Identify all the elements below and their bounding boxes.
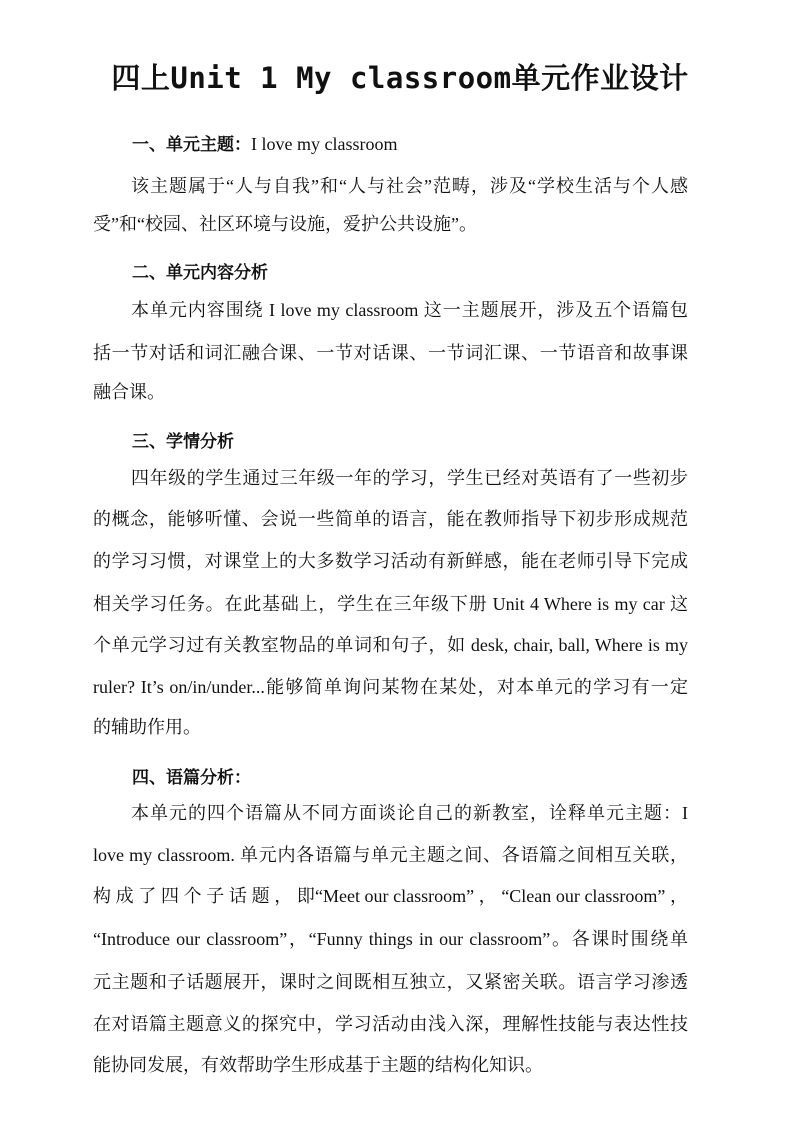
paragraph-line: 本单元的四个语篇从不同方面谈论自己的新教室，诠释单元主题：I [131,803,688,823]
paragraph-line: 个单元学习过有关教室物品的单词和句子，如 desk, chair, ball, Where is my [93,635,688,655]
paragraph-line: 在对语篇主题意义的探究中，学习活动由浅入深，理解性技能与表达性技 [93,1014,688,1034]
paragraph-line: ruler? It’s on/in/under...能够简单询问某物在某处，对本单元的学习有一定 [93,677,688,697]
paragraph-line: love my classroom. 单元内各语篇与单元主题之间、各语篇之间相互关联， [93,845,688,865]
paragraph-line: 本单元内容围绕 I love my classroom 这一主题展开，涉及五个语篇包 [131,300,688,320]
paragraph-line: 构 成 了 四 个 子 话 题 ， 即“Meet our classroom” ， “Clean our classroom” ， [93,886,688,906]
section-heading-english: I love my classroom [251,134,398,154]
paragraph-line: “Introduce our classroom”，“Funny things in our classroom”。各课时围绕单 [93,929,688,949]
paragraph-line: 能协同发展，有效帮助学生形成基于主题的结构化知识。 [93,1055,543,1075]
paragraph-line: 相关学习任务。在此基础上，学生在三年级下册 Unit 4 Where is my car 这 [93,594,688,614]
paragraph-line: 的辅助作用。 [93,717,201,737]
paragraph-line: 四年级的学生通过三年级一年的学习，学生已经对英语有了一些初步 [131,468,688,488]
paragraph-line: 受”和“校园、社区环境与设施，爱护公共设施”。 [93,214,477,234]
section-heading-text-analysis: 四、语篇分析： [132,768,251,788]
paragraph-line: 的学习习惯，对课堂上的大多数学习活动有新鲜感，能在老师引导下完成 [93,551,688,571]
document-title: 四上Unit 1 My classroom单元作业设计 [111,61,689,95]
paragraph-line: 融合课。 [93,382,165,402]
section-heading-theme [132,130,397,155]
paragraph-line: 括一节对话和词汇融合课、一节对话课、一节词汇课、一节语音和故事课 [93,343,688,363]
section-heading-student-analysis: 三、学情分析 [132,432,234,452]
paragraph-line: 元主题和子话题展开，课时之间既相互独立，又紧密关联。语言学习渗透 [93,972,688,992]
section-heading-content-analysis: 二、单元内容分析 [132,263,268,283]
paragraph-line: 的概念，能够听懂、会说一些简单的语言，能在教师指导下初步形成规范 [93,509,688,529]
paragraph-line: 该主题属于“人与自我”和“人与社会”范畴，涉及“学校生活与个人感 [131,176,688,196]
section-heading-label: 一、单元主题： [132,135,251,155]
